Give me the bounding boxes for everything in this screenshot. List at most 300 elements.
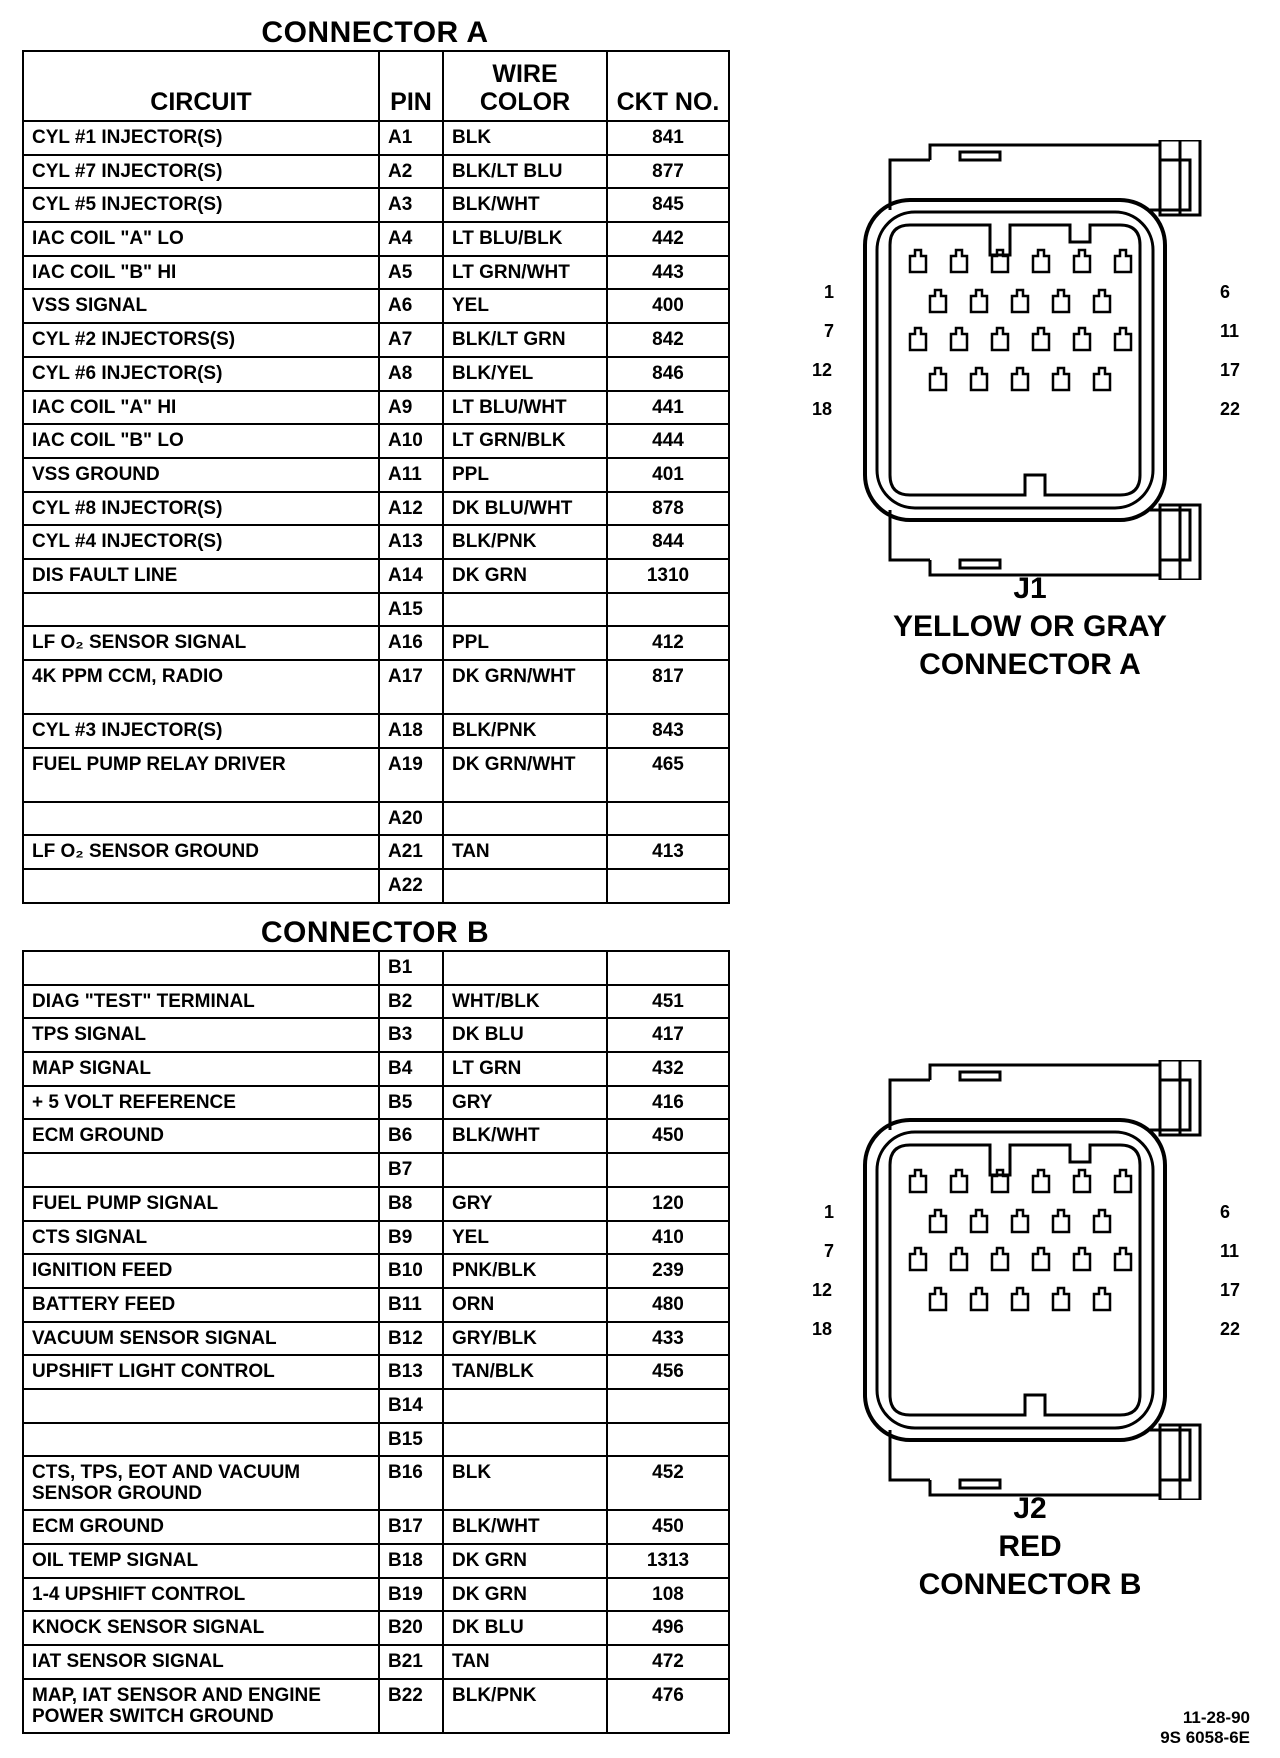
wire-color-cell: BLK/WHT <box>443 188 607 222</box>
connector-outline-group <box>865 140 1200 580</box>
wire-color-cell: LT BLU/BLK <box>443 222 607 256</box>
wire-color-cell: BLK/PNK <box>443 1679 607 1733</box>
j2-label-1: 1 <box>824 1202 835 1222</box>
table-row <box>23 424 729 458</box>
circuit-cell <box>23 593 379 627</box>
pin-cell: A9 <box>379 391 443 425</box>
wire-color-cell: LT GRN/BLK <box>443 424 607 458</box>
pin-cell: B8 <box>379 1187 443 1221</box>
circuit-cell: LF O₂ SENSOR GROUND <box>23 835 379 869</box>
pin-cell: A18 <box>379 714 443 748</box>
circuit-cell: CYL #1 INJECTOR(S) <box>23 121 379 155</box>
table-row <box>23 1288 729 1322</box>
circuit-cell: IAC COIL "A" HI <box>23 391 379 425</box>
wire-color-cell <box>443 802 607 836</box>
wire-color-cell <box>443 951 607 985</box>
terminal-cavity <box>910 250 926 272</box>
wire-color-cell: BLK <box>443 121 607 155</box>
ckt-cell: 845 <box>607 188 729 222</box>
figure-date: 11-28-90 <box>1182 1708 1250 1727</box>
ckt-cell: 401 <box>607 458 729 492</box>
ckt-cell: 472 <box>607 1645 729 1679</box>
pin-cell: B14 <box>379 1389 443 1423</box>
table-row <box>23 1456 729 1510</box>
j1-label-11: 11 <box>1220 321 1240 341</box>
wire-color-cell: BLK/PNK <box>443 714 607 748</box>
ckt-cell: 480 <box>607 1288 729 1322</box>
table-row <box>23 835 729 869</box>
wire-color-cell: BLK/LT GRN <box>443 323 607 357</box>
table-row <box>23 559 729 593</box>
table-row <box>23 626 729 660</box>
ckt-cell: 400 <box>607 289 729 323</box>
j2-label-6: 6 <box>1220 1202 1231 1222</box>
wire-color-cell: BLK/WHT <box>443 1119 607 1153</box>
j2-label-12: 12 <box>812 1280 833 1300</box>
terminal-cavity <box>992 328 1008 350</box>
pin-cell: A4 <box>379 222 443 256</box>
table-row <box>23 985 729 1019</box>
table-row <box>23 1187 729 1221</box>
circuit-cell: LF O₂ SENSOR SIGNAL <box>23 626 379 660</box>
table-row <box>23 1153 729 1187</box>
ckt-cell: 451 <box>607 985 729 1019</box>
terminal-cavity <box>1053 1210 1069 1232</box>
terminal-cavity <box>1012 368 1028 390</box>
pin-cell: A22 <box>379 869 443 903</box>
terminal-cavity <box>1094 290 1110 312</box>
ckt-cell <box>607 1423 729 1457</box>
circuit-cell: VACUUM SENSOR SIGNAL <box>23 1322 379 1356</box>
wire-color-cell: BLK <box>443 1456 607 1510</box>
j1-label-17: 17 <box>1220 360 1241 380</box>
wire-color-cell: DK BLU <box>443 1018 607 1052</box>
terminal-cavity <box>1115 328 1131 350</box>
ckt-cell: 817 <box>607 660 729 714</box>
circuit-cell: ECM GROUND <box>23 1119 379 1153</box>
ckt-cell: 496 <box>607 1611 729 1645</box>
wire-color-cell: TAN/BLK <box>443 1355 607 1389</box>
table-row <box>23 1611 729 1645</box>
pin-cell: B15 <box>379 1423 443 1457</box>
table-row <box>23 1322 729 1356</box>
j2-label-11: 11 <box>1220 1241 1240 1261</box>
table-row <box>23 869 729 903</box>
j2-connector-name: CONNECTOR B <box>918 1568 1142 1601</box>
wire-color-cell: LT BLU/WHT <box>443 391 607 425</box>
j2-label-22: 22 <box>1220 1319 1241 1339</box>
ckt-cell: 1313 <box>607 1544 729 1578</box>
pin-cell: A8 <box>379 357 443 391</box>
circuit-cell: BATTERY FEED <box>23 1288 379 1322</box>
terminal-cavity <box>1074 1248 1090 1270</box>
pin-cell: B18 <box>379 1544 443 1578</box>
wire-color-cell: LT GRN <box>443 1052 607 1086</box>
header-circuit: CIRCUIT <box>23 51 379 121</box>
ckt-cell <box>607 593 729 627</box>
pin-cell: A7 <box>379 323 443 357</box>
circuit-cell: CYL #5 INJECTOR(S) <box>23 188 379 222</box>
tab-bottom <box>960 560 1000 568</box>
table-row <box>23 492 729 526</box>
j1-caption <box>860 570 1200 684</box>
table-row <box>23 714 729 748</box>
pin-cell: B11 <box>379 1288 443 1322</box>
terminal-cavity <box>1033 250 1049 272</box>
terminal-cavity <box>910 328 926 350</box>
connector-body-outer <box>865 200 1165 520</box>
circuit-cell: CYL #7 INJECTOR(S) <box>23 155 379 189</box>
table-row <box>23 1578 729 1612</box>
wire-color-cell: GRY <box>443 1086 607 1120</box>
terminal-cavity <box>930 290 946 312</box>
circuit-cell: CYL #4 INJECTOR(S) <box>23 525 379 559</box>
table-row <box>23 1355 729 1389</box>
circuit-cell: FUEL PUMP SIGNAL <box>23 1187 379 1221</box>
ckt-cell <box>607 951 729 985</box>
pin-cell: B5 <box>379 1086 443 1120</box>
pin-cell: B2 <box>379 985 443 1019</box>
wire-color-cell: DK GRN <box>443 1544 607 1578</box>
table-row <box>23 802 729 836</box>
connector-a-table <box>22 50 730 904</box>
ckt-cell: 1310 <box>607 559 729 593</box>
ckt-cell <box>607 1153 729 1187</box>
terminal-cavity <box>1094 1288 1110 1310</box>
terminal-cavity <box>1053 1288 1069 1310</box>
pin-cell: B17 <box>379 1510 443 1544</box>
terminal-cavity <box>1094 1210 1110 1232</box>
table-row <box>23 748 729 802</box>
ckt-cell: 239 <box>607 1254 729 1288</box>
pin-cell: A14 <box>379 559 443 593</box>
j1-connector-name: CONNECTOR A <box>919 648 1141 681</box>
table-row <box>23 256 729 290</box>
table-row <box>23 1645 729 1679</box>
wire-color-cell <box>443 1389 607 1423</box>
table-row <box>23 222 729 256</box>
table-row <box>23 1544 729 1578</box>
wire-color-cell: TAN <box>443 1645 607 1679</box>
connector-outline-group <box>865 1060 1200 1500</box>
ckt-cell: 443 <box>607 256 729 290</box>
circuit-cell: TPS SIGNAL <box>23 1018 379 1052</box>
table-row <box>23 1679 729 1733</box>
table-row <box>23 1510 729 1544</box>
ckt-cell: 441 <box>607 391 729 425</box>
terminal-cavity <box>1115 1170 1131 1192</box>
wire-color-cell: BLK/WHT <box>443 1510 607 1544</box>
j1-label-6: 6 <box>1220 282 1231 302</box>
connector-body-inner <box>877 212 1153 508</box>
terminal-cavity <box>992 250 1008 272</box>
terminal-cavity <box>1115 1248 1131 1270</box>
pin-cell: A2 <box>379 155 443 189</box>
pin-cell: B7 <box>379 1153 443 1187</box>
ckt-cell: 476 <box>607 1679 729 1733</box>
circuit-cell: KNOCK SENSOR SIGNAL <box>23 1611 379 1645</box>
circuit-cell: OIL TEMP SIGNAL <box>23 1544 379 1578</box>
table-row <box>23 391 729 425</box>
j1-color: YELLOW OR GRAY <box>893 610 1167 643</box>
j2-id: J2 <box>1013 1492 1047 1525</box>
connector-b-title: CONNECTOR B <box>260 916 490 949</box>
wire-color-cell: TAN <box>443 835 607 869</box>
pin-cell: A13 <box>379 525 443 559</box>
table-row <box>23 1086 729 1120</box>
circuit-cell: ECM GROUND <box>23 1510 379 1544</box>
wire-color-cell: DK GRN <box>443 559 607 593</box>
table-row <box>23 1119 729 1153</box>
ckt-cell: 450 <box>607 1510 729 1544</box>
table-row <box>23 951 729 985</box>
terminal-cavity <box>930 1210 946 1232</box>
circuit-cell: CYL #2 INJECTORS(S) <box>23 323 379 357</box>
table-row <box>23 357 729 391</box>
pin-cell: B4 <box>379 1052 443 1086</box>
j2-color: RED <box>998 1530 1062 1563</box>
j1-label-12: 12 <box>812 360 833 380</box>
circuit-cell: IAC COIL "B" LO <box>23 424 379 458</box>
circuit-cell <box>23 951 379 985</box>
terminal-cavity <box>992 1248 1008 1270</box>
j2-label-7: 7 <box>824 1241 835 1261</box>
table-row <box>23 1018 729 1052</box>
ckt-cell <box>607 869 729 903</box>
ckt-cell: 450 <box>607 1119 729 1153</box>
circuit-cell: 1-4 UPSHIFT CONTROL <box>23 1578 379 1612</box>
terminal-cavity <box>930 1288 946 1310</box>
terminal-cavity <box>1012 290 1028 312</box>
wire-color-cell: DK BLU <box>443 1611 607 1645</box>
circuit-cell: DIAG "TEST" TERMINAL <box>23 985 379 1019</box>
ckt-cell: 433 <box>607 1322 729 1356</box>
circuit-cell: UPSHIFT LIGHT CONTROL <box>23 1355 379 1389</box>
tab-top <box>960 1072 1000 1080</box>
table-row <box>23 525 729 559</box>
pin-cell: B22 <box>379 1679 443 1733</box>
terminal-cavity <box>951 1170 967 1192</box>
circuit-cell: VSS SIGNAL <box>23 289 379 323</box>
pin-cell: A20 <box>379 802 443 836</box>
wire-color-cell: ORN <box>443 1288 607 1322</box>
j1-label-1: 1 <box>824 282 835 302</box>
pin-cell: B9 <box>379 1221 443 1255</box>
header-wire-color: WIRE COLOR <box>443 51 607 121</box>
pin-cell: B3 <box>379 1018 443 1052</box>
terminal-cavity <box>910 1170 926 1192</box>
pin-cell: B6 <box>379 1119 443 1153</box>
terminal-cavity <box>971 1210 987 1232</box>
wire-color-cell: DK GRN <box>443 1578 607 1612</box>
circuit-cell: CYL #8 INJECTOR(S) <box>23 492 379 526</box>
wire-color-cell <box>443 593 607 627</box>
j2-label-18: 18 <box>812 1319 833 1339</box>
circuit-cell: IAC COIL "B" HI <box>23 256 379 290</box>
pin-cell: B1 <box>379 951 443 985</box>
wire-color-cell: PPL <box>443 458 607 492</box>
ckt-cell: 442 <box>607 222 729 256</box>
wire-color-cell: YEL <box>443 1221 607 1255</box>
header-pin: PIN <box>379 51 443 121</box>
terminal-cavity <box>1115 250 1131 272</box>
pin-cell: B16 <box>379 1456 443 1510</box>
wire-color-cell: DK BLU/WHT <box>443 492 607 526</box>
terminal-cavity <box>1033 1248 1049 1270</box>
connector-cavity <box>890 1145 1140 1415</box>
ckt-cell: 842 <box>607 323 729 357</box>
ckt-cell: 878 <box>607 492 729 526</box>
j1-label-7: 7 <box>824 321 835 341</box>
ckt-cell: 841 <box>607 121 729 155</box>
tab-bottom <box>960 1480 1000 1488</box>
pin-cell: A12 <box>379 492 443 526</box>
wire-color-cell: YEL <box>443 289 607 323</box>
wire-color-cell: PNK/BLK <box>443 1254 607 1288</box>
pin-cell: A15 <box>379 593 443 627</box>
ckt-cell <box>607 802 729 836</box>
header-ckt-no: CKT NO. <box>607 51 729 121</box>
pin-cell: A16 <box>379 626 443 660</box>
ckt-cell <box>607 1389 729 1423</box>
pin-cell: B21 <box>379 1645 443 1679</box>
wire-color-cell: WHT/BLK <box>443 985 607 1019</box>
terminal-cavity <box>971 1288 987 1310</box>
table-row <box>23 458 729 492</box>
connector-a-title: CONNECTOR A <box>261 16 489 49</box>
ckt-cell: 452 <box>607 1456 729 1510</box>
table-row <box>23 1389 729 1423</box>
terminal-cavity <box>1053 290 1069 312</box>
terminal-cavity <box>971 368 987 390</box>
circuit-cell <box>23 1389 379 1423</box>
wire-color-cell: PPL <box>443 626 607 660</box>
tab-top <box>960 152 1000 160</box>
table-row <box>23 593 729 627</box>
pin-cell: A21 <box>379 835 443 869</box>
wire-color-cell: DK GRN/WHT <box>443 660 607 714</box>
ckt-cell: 108 <box>607 1578 729 1612</box>
wire-color-cell: BLK/PNK <box>443 525 607 559</box>
pin-cell: A3 <box>379 188 443 222</box>
terminal-cavity <box>951 328 967 350</box>
terminal-cavity <box>1074 250 1090 272</box>
connector-cavity <box>890 225 1140 495</box>
pin-cell: A6 <box>379 289 443 323</box>
table-row <box>23 289 729 323</box>
circuit-cell: DIS FAULT LINE <box>23 559 379 593</box>
circuit-cell <box>23 1153 379 1187</box>
wire-color-cell: GRY <box>443 1187 607 1221</box>
circuit-cell <box>23 802 379 836</box>
j1-label-22: 22 <box>1220 399 1241 419</box>
ckt-cell: 432 <box>607 1052 729 1086</box>
ckt-cell: 877 <box>607 155 729 189</box>
terminal-cavity <box>1074 328 1090 350</box>
ckt-cell: 416 <box>607 1086 729 1120</box>
wire-color-cell: DK GRN/WHT <box>443 748 607 802</box>
circuit-cell: IAC COIL "A" LO <box>23 222 379 256</box>
ckt-cell: 412 <box>607 626 729 660</box>
wire-color-cell: BLK/YEL <box>443 357 607 391</box>
wire-color-cell: LT GRN/WHT <box>443 256 607 290</box>
ckt-cell: 456 <box>607 1355 729 1389</box>
connector-body-inner <box>877 1132 1153 1428</box>
ckt-cell: 843 <box>607 714 729 748</box>
pin-cell: A5 <box>379 256 443 290</box>
terminal-cavity <box>992 1170 1008 1192</box>
circuit-cell: MAP, IAT SENSOR AND ENGINE POWER SWITCH GROUND <box>23 1679 379 1733</box>
pin-cell: A10 <box>379 424 443 458</box>
circuit-cell: 4K PPM CCM, RADIO <box>23 660 379 714</box>
pin-cell: B12 <box>379 1322 443 1356</box>
circuit-cell: + 5 VOLT REFERENCE <box>23 1086 379 1120</box>
pin-cell: B13 <box>379 1355 443 1389</box>
circuit-cell: CTS, TPS, EOT AND VACUUM SENSOR GROUND <box>23 1456 379 1510</box>
ckt-cell: 846 <box>607 357 729 391</box>
circuit-cell: FUEL PUMP RELAY DRIVER <box>23 748 379 802</box>
terminal-cavity <box>930 368 946 390</box>
wire-color-cell <box>443 1153 607 1187</box>
terminal-cavity <box>1012 1210 1028 1232</box>
j1-id: J1 <box>1013 572 1047 605</box>
table-row <box>23 121 729 155</box>
terminal-cavity <box>1033 1170 1049 1192</box>
wire-color-cell <box>443 869 607 903</box>
ckt-cell: 120 <box>607 1187 729 1221</box>
j2-caption <box>860 1490 1200 1604</box>
circuit-cell <box>23 869 379 903</box>
terminal-cavity <box>1094 368 1110 390</box>
wire-color-cell: GRY/BLK <box>443 1322 607 1356</box>
circuit-cell: CTS SIGNAL <box>23 1221 379 1255</box>
table-row <box>23 660 729 714</box>
table-row <box>23 323 729 357</box>
wire-color-cell: BLK/LT BLU <box>443 155 607 189</box>
terminal-cavity <box>1074 1170 1090 1192</box>
terminal-cavity <box>1033 328 1049 350</box>
table-row <box>23 1423 729 1457</box>
table-row <box>23 1221 729 1255</box>
ckt-cell: 413 <box>607 835 729 869</box>
terminal-cavity <box>951 250 967 272</box>
connector-body-outer <box>865 1120 1165 1440</box>
j1-label-18: 18 <box>812 399 833 419</box>
figure-number: 9S 6058-6E <box>1160 1728 1250 1747</box>
ckt-cell: 410 <box>607 1221 729 1255</box>
terminal-cavity <box>910 1248 926 1270</box>
table-row <box>23 155 729 189</box>
pin-cell: B20 <box>379 1611 443 1645</box>
terminal-cavity <box>951 1248 967 1270</box>
pin-cell: B19 <box>379 1578 443 1612</box>
j2-connector-diagram <box>840 1060 1220 1500</box>
circuit-cell: IGNITION FEED <box>23 1254 379 1288</box>
table-row <box>23 188 729 222</box>
j2-label-17: 17 <box>1220 1280 1241 1300</box>
circuit-cell: CYL #3 INJECTOR(S) <box>23 714 379 748</box>
pin-cell: A17 <box>379 660 443 714</box>
circuit-cell <box>23 1423 379 1457</box>
circuit-cell: CYL #6 INJECTOR(S) <box>23 357 379 391</box>
circuit-cell: MAP SIGNAL <box>23 1052 379 1086</box>
figure-code <box>1160 1708 1250 1748</box>
ckt-cell: 465 <box>607 748 729 802</box>
terminal-cavity <box>1053 368 1069 390</box>
terminal-cavity <box>971 290 987 312</box>
ckt-cell: 844 <box>607 525 729 559</box>
pin-cell: B10 <box>379 1254 443 1288</box>
